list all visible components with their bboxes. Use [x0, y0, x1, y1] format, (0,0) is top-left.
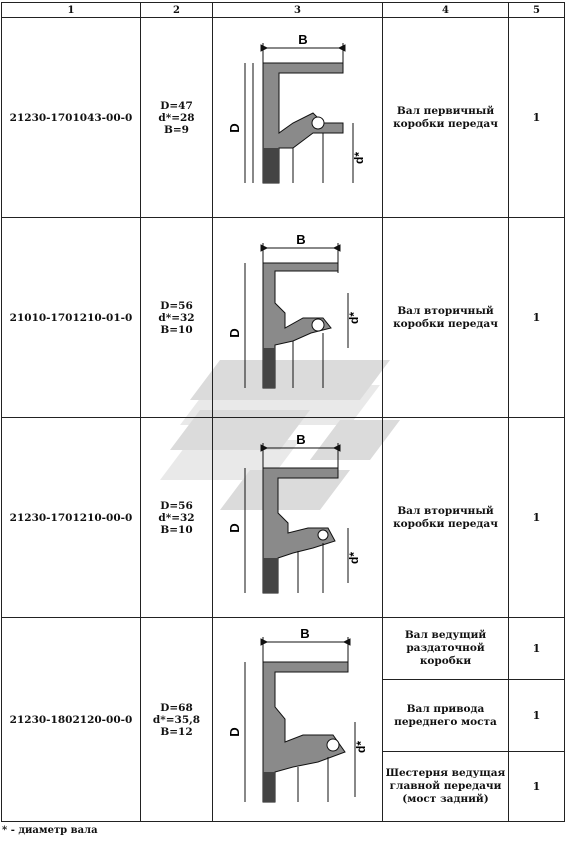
width-label: B — [295, 232, 306, 247]
seal-drawing — [223, 627, 373, 812]
width-label: B — [299, 627, 310, 641]
dimensions-cell — [141, 18, 213, 218]
parts-table — [1, 2, 565, 822]
shaft-diameter-label: d* — [353, 741, 368, 753]
dimension-value: d*=32 — [158, 311, 195, 324]
seal-drawing-cell — [213, 618, 383, 822]
dimension-value: B=9 — [164, 123, 189, 136]
seal-drawing-cell — [213, 418, 383, 618]
column-header: 3 — [213, 3, 383, 18]
application-text: Вал привода переднего моста — [383, 680, 509, 752]
table-header-row — [2, 3, 565, 18]
column-header: 4 — [383, 3, 509, 18]
table-row — [2, 218, 565, 418]
seal-drawing-cell — [213, 18, 383, 218]
shaft-diameter-label: d* — [346, 311, 361, 324]
dimension-value: B=10 — [160, 523, 193, 536]
seal-drawing — [223, 433, 373, 603]
column-header: 1 — [2, 3, 141, 18]
outer-diameter-label: D — [226, 727, 242, 737]
application-text: Вал вторичный коробки передач — [383, 418, 509, 618]
dimension-value: d*=35,8 — [152, 713, 201, 726]
quantity: 1 — [509, 680, 565, 752]
application-text: Вал первичный коробки передач — [383, 18, 509, 218]
application-text: Шестерня ведущая главной передачи (мост задний) — [383, 752, 509, 822]
dimensions-cell — [141, 418, 213, 618]
shaft-diameter-label: d* — [351, 151, 366, 164]
seal-drawing — [223, 233, 373, 403]
seal-drawing — [223, 33, 373, 203]
quantity: 1 — [509, 418, 565, 618]
dimension-value: D=68 — [160, 701, 193, 714]
dimension-value: d*=28 — [158, 111, 195, 124]
dimensions-cell — [141, 218, 213, 418]
dimension-value: D=56 — [160, 499, 193, 512]
application-text: Вал вторичный коробки передач — [383, 218, 509, 418]
part-number: 21010-1701210-01-0 — [2, 218, 141, 418]
outer-diameter-label: D — [226, 522, 242, 533]
dimension-value: D=56 — [160, 299, 193, 312]
table-row — [2, 418, 565, 618]
column-header: 2 — [141, 3, 213, 18]
part-number: 21230-1701210-00-0 — [2, 418, 141, 618]
quantity: 1 — [509, 752, 565, 822]
quantity: 1 — [509, 18, 565, 218]
outer-diameter-label: D — [226, 327, 242, 338]
shaft-diameter-label: d* — [346, 551, 361, 564]
column-header: 5 — [509, 3, 565, 18]
table-row — [2, 18, 565, 218]
part-number: 21230-1802120-00-0 — [2, 618, 141, 822]
dimensions-cell — [141, 618, 213, 822]
quantity: 1 — [509, 218, 565, 418]
dimension-value: D=47 — [160, 99, 193, 112]
table-row — [2, 618, 565, 680]
footnote: * - диаметр вала — [2, 825, 98, 836]
dimension-value: d*=32 — [158, 511, 195, 524]
dimension-value: B=12 — [160, 725, 193, 738]
outer-diameter-label: D — [226, 122, 242, 133]
quantity: 1 — [509, 618, 565, 680]
application-text: Вал ведущий раздаточной коробки — [383, 618, 509, 680]
width-label: B — [297, 32, 308, 47]
width-label: B — [295, 432, 306, 447]
dimension-value: B=10 — [160, 323, 193, 336]
part-number: 21230-1701043-00-0 — [2, 18, 141, 218]
seal-drawing-cell — [213, 218, 383, 418]
